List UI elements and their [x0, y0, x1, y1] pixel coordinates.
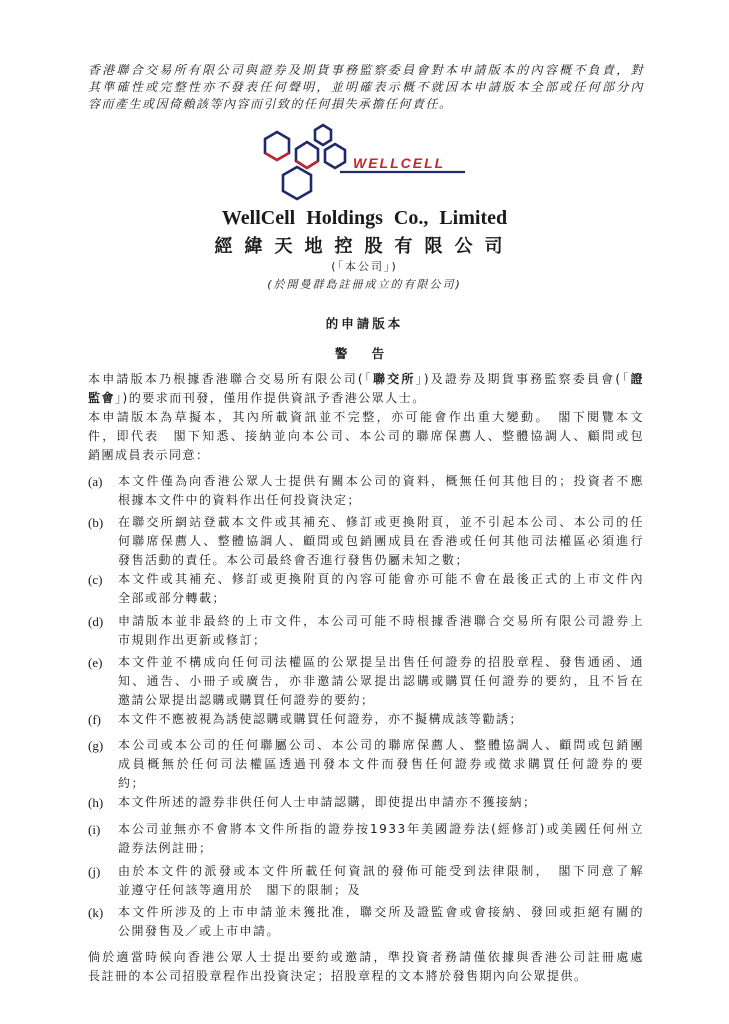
bold-term: 證	[630, 372, 644, 386]
list-item-text	[118, 793, 644, 812]
logo-wordmark: WELLCELL	[353, 155, 446, 171]
list-item-text	[118, 653, 644, 710]
list-item-label: (k)	[88, 905, 104, 920]
text-line: 倘於適當時候向香港公眾人士提出要約或邀請，準投資者務請僅依據與香港公司註冊處處	[88, 950, 644, 964]
text-line	[88, 370, 644, 389]
text-line: 本文件或其補充、修訂或更換附頁的內容可能會亦可能不會在最後正式的上市文件內	[118, 572, 644, 586]
warning-title: 警 告	[334, 346, 395, 361]
text-line: 全部或部分轉載；	[118, 591, 227, 605]
text-line: 發售活動的責任。本公司最終會否進行發售仍屬未知之數；	[118, 553, 470, 567]
text-line: 在聯交所網站登載本文件或其補充、修訂或更換附頁，並不引起本公司、本公司的任	[118, 515, 644, 529]
text-line	[88, 389, 644, 408]
list-item-text	[118, 513, 644, 570]
document-title: 的申請版本	[325, 316, 404, 331]
wellcell-logo	[255, 122, 470, 210]
text-segment: 」)及證券及期貨事務監察委員會(「	[415, 372, 631, 386]
list-item-text	[118, 612, 644, 650]
text-segment: 」)的要求而刊發，僅用作提供資訊予香港公眾人士。	[115, 391, 426, 405]
text-line: 申請版本並非最終的上市文件，本公司可能不時根據香港聯合交易所有限公司證券上	[118, 614, 644, 628]
text-line: 約；	[118, 776, 146, 790]
list-item-label: (h)	[88, 795, 104, 810]
text-line: 本申請版本為草擬本，其內所載資訊並不完整，亦可能會作出重大變動。 閣下閱覽本文	[88, 410, 644, 424]
text-line: 並遵守任何該等適用於 閣下的限制；及	[118, 883, 362, 897]
text-line: 根據本文件中的資料作出任何投資決定；	[118, 493, 362, 507]
company-name-en: WellCell Holdings Co., Limited	[221, 207, 508, 229]
list-item-text	[118, 903, 644, 941]
text-line: 市規則作出更新或修訂；	[118, 633, 267, 647]
list-item-text	[118, 472, 644, 510]
list-item-label: (d)	[88, 614, 104, 629]
incorporation-note: (於開曼群島註冊成立的有限公司)	[267, 278, 462, 291]
list-item-text	[118, 710, 644, 729]
text-line: 銷團成員表示同意：	[88, 448, 210, 462]
bold-term: 監會	[88, 391, 116, 405]
list-item-label: (a)	[88, 474, 103, 489]
text-line: 本公司並無亦不會將本文件所指的證券按1933年美國證券法(經修訂)或美國任何州立	[118, 822, 644, 836]
list-item-text	[118, 570, 644, 608]
text-line: 本文件並不構成向任何司法權區的公眾提呈出售任何證券的招股章程、發售通函、通	[118, 655, 644, 669]
closing-paragraph	[88, 948, 644, 986]
warning-paragraph-2	[88, 408, 644, 465]
text-line: 由於本文件的派發或本文件所載任何資訊的發佈可能受到法律限制， 閣下同意了解	[118, 864, 644, 878]
text-segment: 本申請版本乃根據香港聯合交易所有限公司(「	[88, 372, 373, 386]
list-item-label: (f)	[88, 712, 101, 727]
text-line: 本文件所涉及的上市申請並未獲批准，聯交所及證監會或會接納、發回或拒絕有關的	[118, 905, 644, 919]
list-item-label: (i)	[88, 822, 101, 837]
text-line: 其準確性或完整性亦不發表任何聲明，並明確表示概不就因本申請版本全部或任何部分內	[88, 80, 644, 94]
warning-paragraph-1	[88, 370, 644, 408]
text-line: 公開發售及／或上市申請。	[118, 924, 281, 938]
list-item-label: (c)	[88, 572, 103, 587]
list-item-label: (g)	[88, 738, 104, 753]
list-item-label: (b)	[88, 515, 104, 530]
text-line: 邀請公眾提出認購或購買任何證券的要約；	[118, 693, 375, 707]
text-line: 成員概無於任何司法權區透過刊發本文件而發售任何證券或徵求購買任何證券的要	[118, 757, 644, 771]
text-line: 證券法例註冊；	[118, 841, 213, 855]
text-line: 本文件所述的證券非供任何人士申請認購，即使提出申請亦不獲接納；	[118, 795, 537, 809]
disclaimer-header	[88, 62, 644, 113]
list-item-label: (j)	[88, 864, 101, 879]
list-item-text	[118, 820, 644, 858]
bold-term: 聯交所	[373, 372, 416, 386]
text-line: 知、通告、小冊子或廣告，亦非邀請公眾提出認購或購買任何證券的要約，且不旨在	[118, 674, 644, 688]
text-line: 香港聯合交易所有限公司與證券及期貨事務監察委員會對本申請版本的內容概不負責，對	[88, 63, 644, 77]
text-line: 件，即代表 閣下知悉、接納並向本公司、本公司的聯席保薦人、整體協調人、顧問或包	[88, 429, 644, 443]
list-item-text	[118, 736, 644, 793]
list-item-label: (e)	[88, 655, 103, 670]
company-name-zh: 經緯天地控股有限公司	[214, 236, 515, 257]
text-line: 容而產生或因倚賴該等內容而引致的任何損失承擔任何責任。	[88, 97, 453, 111]
text-line: 本文件僅為向香港公眾人士提供有關本公司的資料，概無任何其他目的；投資者不應	[118, 474, 644, 488]
list-item-text	[118, 862, 644, 900]
company-short-name: (「本公司」)	[331, 260, 398, 273]
text-line: 本公司或本公司的任何聯屬公司、本公司的聯席保薦人、整體協調人、顧問或包銷團	[118, 738, 644, 752]
text-line: 長註冊的本公司招股章程作出投資決定；招股章程的文本將於發售期內向公眾提供。	[88, 969, 588, 983]
text-line: 本文件不應被視為誘使認購或購買任何證券，亦不擬構成該等勸誘；	[118, 712, 524, 726]
text-line: 何聯席保薦人、整體協調人、顧問或包銷團成員在香港或任何其他司法權區必須進行	[118, 534, 644, 548]
